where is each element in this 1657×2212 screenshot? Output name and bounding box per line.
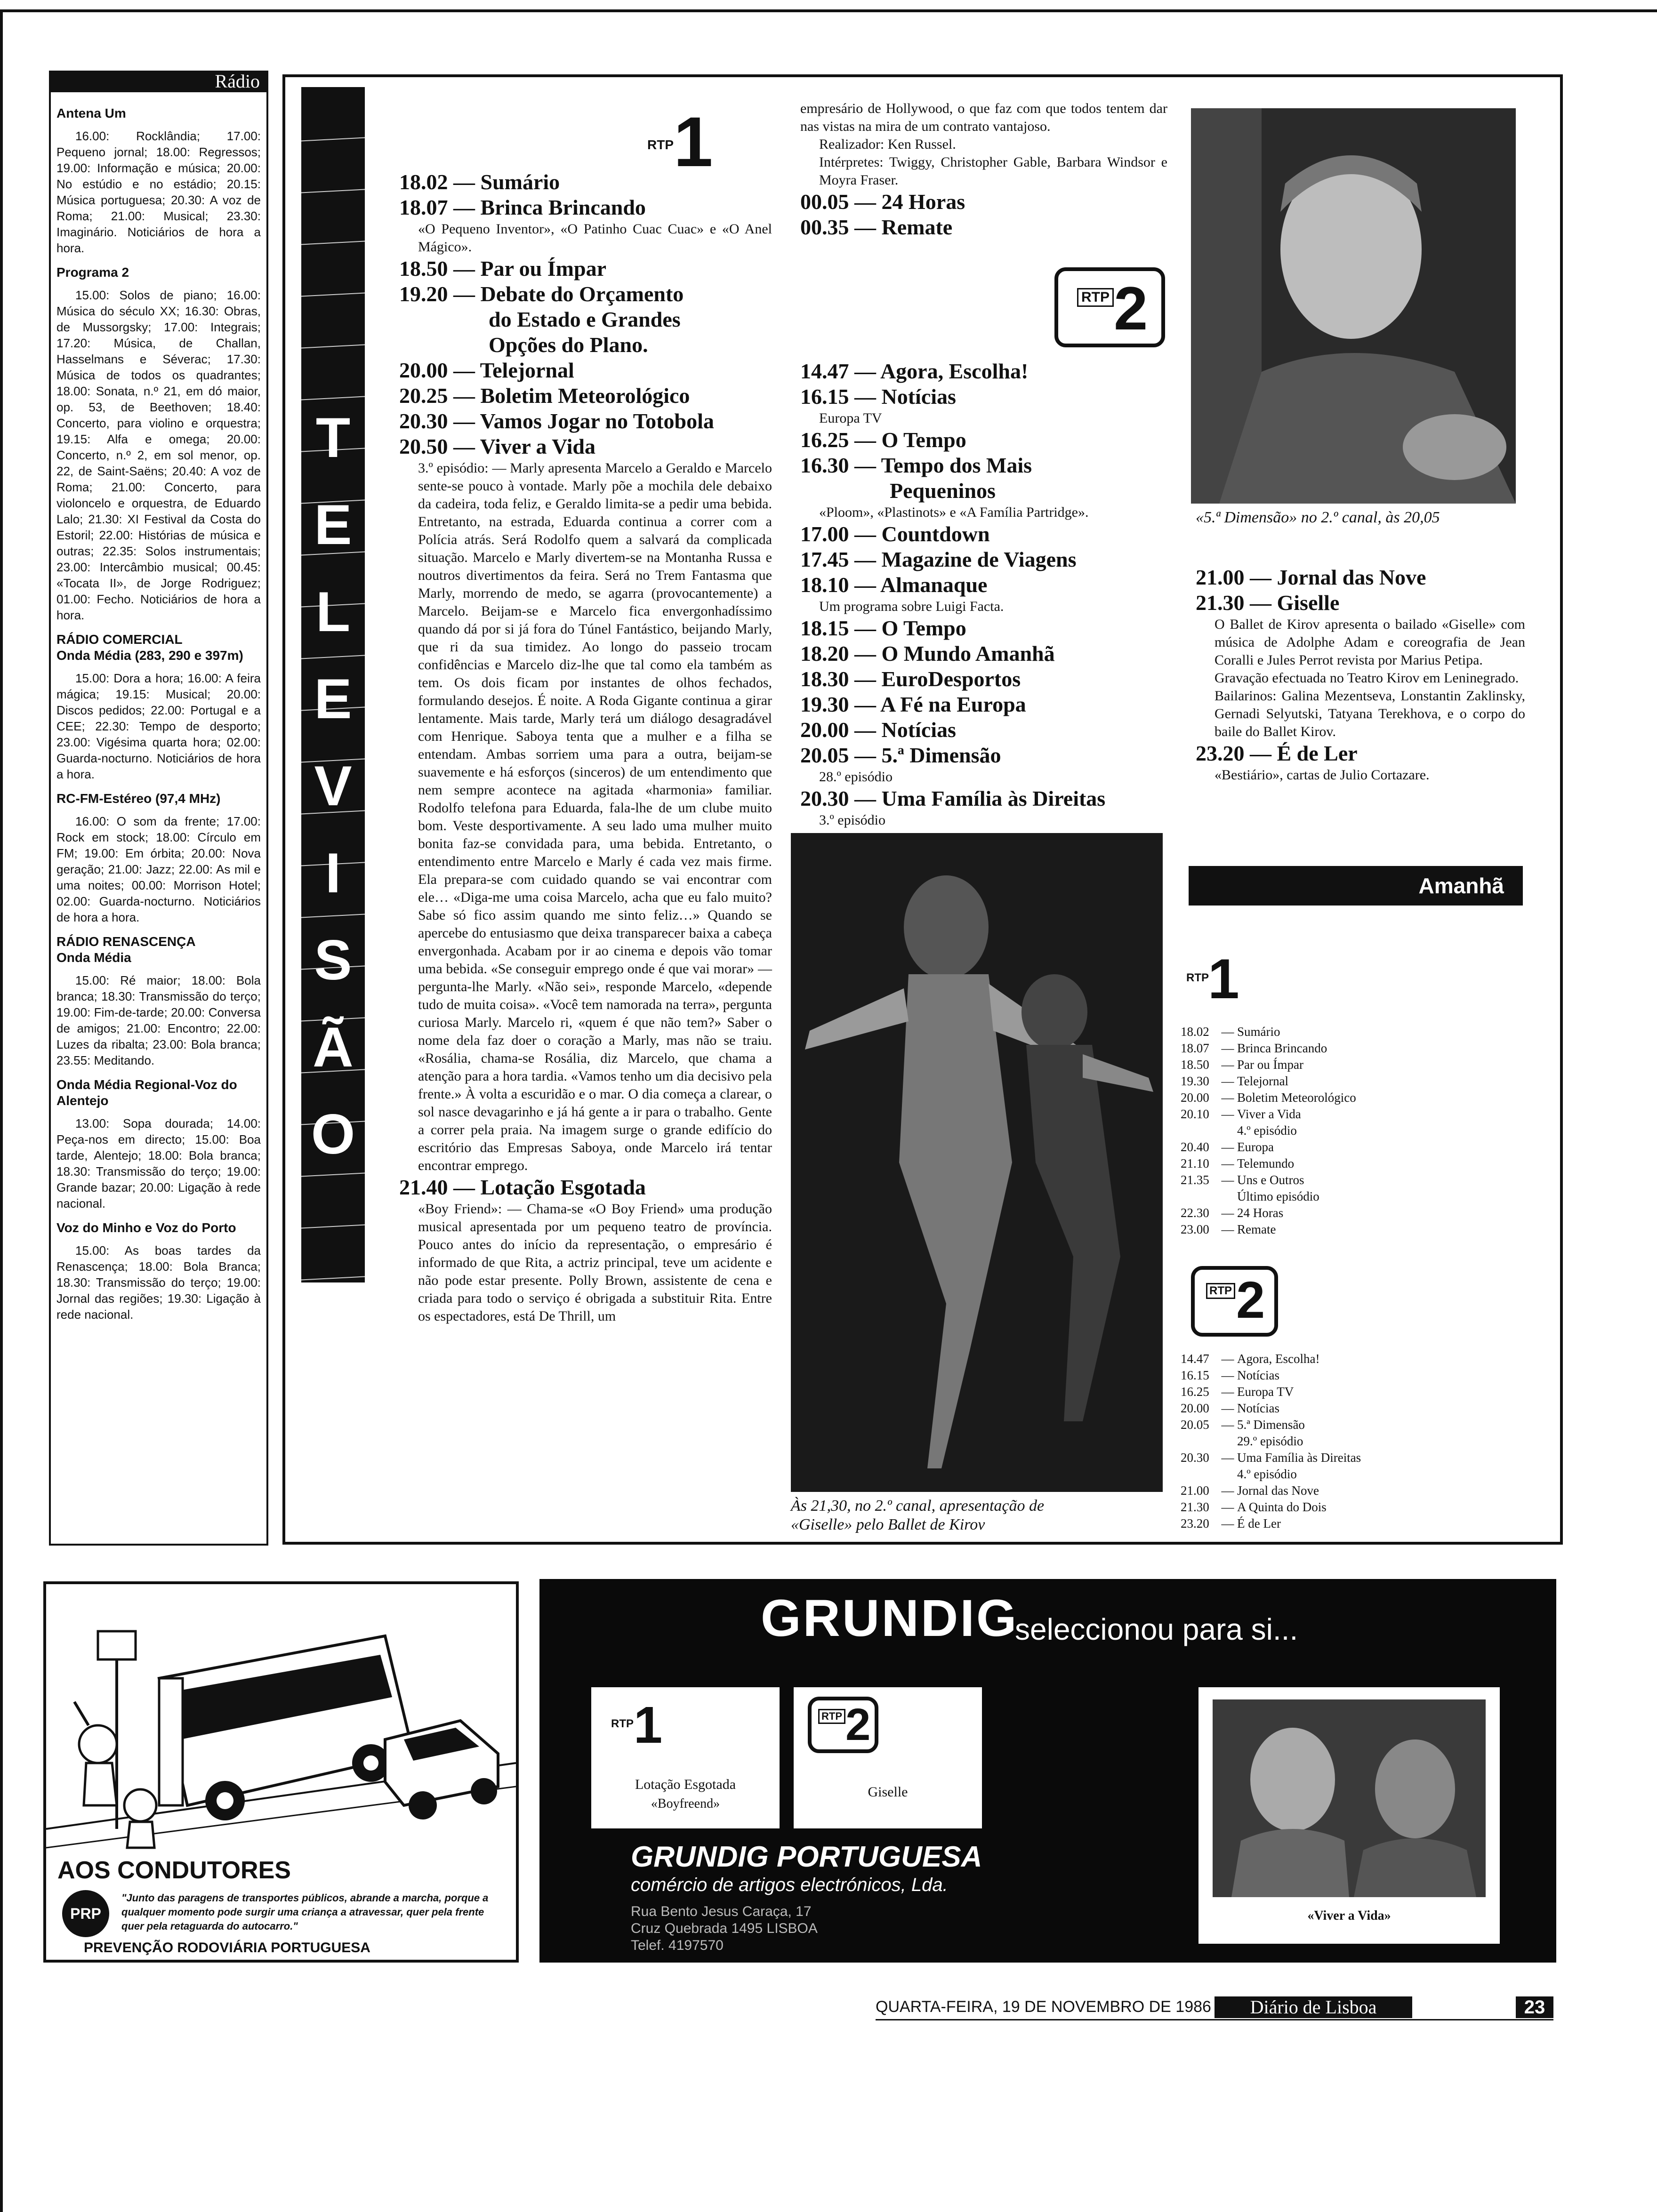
radio-station-schedule: 15.00: As boas tardes da Renascença; 18.00: Bola Branca; 18.30: Transmissão do terço; 19.00: Jornal das regiões; 19.30: Ligação à rede nacional. [56, 1243, 261, 1322]
list-item-name: É de Ler [1237, 1516, 1281, 1531]
viver-a-vida-photo [1213, 1699, 1486, 1897]
radio-station-name: Programa 2 [56, 265, 129, 280]
program-description: 3.º episódio: — Marly apresenta Marcelo a Geraldo e Marcelo sente-se pouco à vontade. Marly põe a mochila dele debaixo da cadeira, toda feliz, e Geraldo limita-se a pedir uma bebida. Entretanto, na estrada, Eduarda continua a correr com a Polícia atrás. Será Rodolfo quem a salvará da complicada situação. Marcelo e Marly divertem-se na Montanha Russa e noutros divertimentos da feira. Será no Trem Fantasma que Marly, morrendo de medo, se agarra (provocantemente) a Marcelo. Beijam-se e Marcelo fica envergonhadíssimo quando dá por si já fora do Túnel Fantástico, beijando Marly, que ri da sua timidez. Ao longo do passeio trocam confidências e Marcelo diz-lhe que tal como ela também as tem. Os dois ficam por instantes de olhos fechados, formulando desejos. É noite. A Roda Gigante continua a girar lentamente. Mais tarde, Marly terá um diálogo desagradável com Henrique. Saboya tenta que a mulher e a filha se entendam. Ambas sorriem uma para a outra, beijam-se suavemente e há esforços (sinceros) de um entendimento que nem sempre acontece na agitada «harmonia» familiar. Rodolfo telefona para Eduarda, fala-lhe de um clube muito bom. Veste desportivamente. A seu lado uma mulher muito bonita faz-se convidada para, uma bebida. Entretanto, o entendimento entre Marcelo e Marly é cada vez mais firme. Ela prepara-se com cuidado quando se vai encontrar com ele… «Diga-me uma coisa Marcelo, acha que eu falo muito? Sabe só fico assim quando me sinto feliz…» Quando se apercebe do entusiasmo que deixa transparecer baixa a cabeça envergonhada. Acabam por ir ao cinema e depois vão tomar uma bebida. «Se conseguir emprego onde é que vai morar» — pergunta-lhe Marly. «Não sei», responde Marcelo, «depende tudo de muita coisa». «Você tem namorada na terra», pergunta curiosa Marly. Marcelo ri, «quem é que não tem?» Saber o nome dela faz doer o coração a Marly, mas não se traiu. «Rosália, chama-se Rosália, diz Marcelo, que chama a atenção para a hora tardia. «Vamos tenho um dia decisivo pela frente.» À volta a escuridão e o mar. O dia começa a clarear, o sol nasce devagarinho e já há gente a ir para o trabalho. Gente a correr pela praia. Na imagem surge o grande edifício do escritório das Empresas Saboya, onde Marcelo irá tentar encontrar emprego. [418, 460, 772, 1173]
list-item-dash: — [1221, 1352, 1234, 1366]
list-item-name: Europa [1237, 1140, 1274, 1154]
list-item-time: 18.02 [1181, 1025, 1209, 1039]
list-item-name: Telemundo [1237, 1156, 1295, 1170]
radio-station-name: Voz do Minho e Voz do Porto [56, 1220, 236, 1235]
list-item-name: Telejornal [1237, 1074, 1289, 1088]
program-title: 19.30 — A Fé na Europa [800, 692, 1026, 716]
list-item-name: Remate [1237, 1222, 1276, 1236]
band-stripe [301, 396, 365, 400]
list-item [1181, 1172, 1510, 1205]
tv-vertical-title [301, 406, 365, 1166]
list-item-time: 22.30 [1181, 1206, 1209, 1220]
program-description: «O Pequeno Inventor», «O Patinho Cuac Cuac» e «O Anel Mágico». [418, 221, 772, 255]
radio-station-schedule: 16.00: Rocklândia; 17.00: Pequeno jornal; 18.00: Regressos; 19.00: Informação e música; 20.00: No estúdio e no estádio; 20.15: Música portuguesa; 20.30: A voz de Roma; 21.00: Musical; 23.30: Imaginário. Noticiários de hora a hora. [56, 129, 261, 255]
program-title: 21.00 — Jornal das Nove [1196, 565, 1426, 589]
list-item [1181, 1057, 1510, 1073]
radio-station-schedule: 15.00: Solos de piano; 16.00: Música do século XX; 16.30: Obras, de Mussorgsky; 17.00: Integrais; 17.20: Música, de Challan, Hasselmans e Séverac; 17.30: Música de todos os quadrantes; 18.00: Sonata, n.º 21, em dó maior, op. 53, de Beethoven; 18.40: Concerto, para violino e orquestra; 19.15: Alfa e omega; 20.00: Concerto, n.º 2, em sol menor, op. 22, de Saint-Saëns; 20.40: A voz de Roma; 21.00: Concerto, para violoncelo e orquestra, de Eduardo Lalo; 21.30: XI Festival da Costa do Estoril; 22.00: Histórias de música e outras; 22.35: Solos instrumentais; 23.00: Intercâmbio musical; 00.45: «Tocata II», de Jorge Rodriguez; 01.00: Fecho. Noticiários de hora a hora. [56, 288, 261, 622]
tv-title-letter: I [325, 842, 341, 905]
list-item [1181, 1351, 1510, 1367]
program-title: 20.05 — 5.ª Dimensão [800, 743, 1001, 767]
road-ad-footer: PREVENÇÃO RODOVIÁRIA PORTUGUESA [84, 1940, 370, 1956]
lotacao-director: Realizador: Ken Russel. [819, 136, 956, 152]
amanha-header [1189, 866, 1523, 906]
list-item-name: Par ou Ímpar [1237, 1058, 1303, 1072]
grundig-phone: Telef. 4197570 [631, 1938, 724, 1953]
band-stripe [301, 240, 365, 245]
radio-station-name: Antena Um [56, 106, 126, 120]
list-item-name: Notícias [1237, 1368, 1279, 1382]
list-item-time: 18.50 [1181, 1058, 1209, 1072]
list-item-time: 23.20 [1181, 1516, 1209, 1531]
rtp1-logo-text: RTP [647, 137, 674, 152]
list-item [1181, 1384, 1510, 1400]
program-title: 18.07 — Brinca Brincando [399, 195, 646, 219]
footer-paper-name [1215, 1996, 1412, 2018]
radio-station-name: Onda Média Regional-Voz do Alentejo [56, 1077, 237, 1108]
tv-title-letter: Ã [313, 1016, 354, 1079]
program-description: Europa TV [819, 410, 882, 426]
radio-station-schedule: 15.00: Dora a hora; 16.00: A feira mágica; 19.15: Musical; 20.00: Discos pedidos; 22.00: Portugal e a CEE; 22.30: Tempo de desporto; 23.00: Vigésima quarta hora; 02.00: Guarda-nocturno. Noticiários de hora a hora. [56, 671, 261, 781]
radio-column [49, 71, 268, 1546]
grundig-photo-caption: «Viver a Vida» [1307, 1908, 1391, 1923]
grundig-company-sub: comércio de artigos electrónicos, Lda. [631, 1875, 948, 1895]
program-title: 20.30 — Vamos Jogar no Totobola [399, 409, 714, 433]
list-item [1181, 1106, 1510, 1139]
tv-title-letter: S [314, 929, 352, 992]
top-rule [0, 9, 1657, 12]
grundig-brand: GRUNDIG [761, 1589, 1019, 1647]
list-item-name: Uns e Outros Último episódio [1237, 1173, 1319, 1203]
tv-title-letter: O [311, 1103, 355, 1166]
program-description: Bailarinos: Galina Mezentseva, Lonstantin Zaklinsky, Gernadi Selyutski, Tatyana Terekhova, e o corpo do baile do Ballet Kirov. [1215, 688, 1525, 739]
band-stripe [301, 1276, 365, 1280]
list-item-dash: — [1221, 1418, 1234, 1432]
amanha-rtp1-logo-text: RTP [1186, 971, 1209, 984]
giselle-ballet-photo [791, 833, 1163, 1492]
list-item [1181, 1024, 1510, 1040]
program-description: Um programa sobre Luigi Facta. [819, 599, 1004, 614]
list-item-time: 21.00 [1181, 1483, 1209, 1498]
list-item-time: 20.00 [1181, 1401, 1209, 1415]
radio-station-schedule: 15.00: Ré maior; 18.00: Bola branca; 18.30: Transmissão do terço; 19.00: Fim-de-tarde; 20.00: Conversa de amigos; 21.00: Encontro; 22.00: Luzes da ribalta; 23.00: Bola branca; 23.55: Meditando. [56, 973, 261, 1067]
list-item-name: 24 Horas [1237, 1206, 1284, 1220]
list-item [1181, 1499, 1510, 1515]
tv-title-letter: L [315, 580, 351, 643]
list-item [1181, 1205, 1510, 1221]
list-item [1181, 1221, 1510, 1238]
program-title: 18.20 — O Mundo Amanhã [800, 641, 1055, 665]
list-item-dash: — [1221, 1156, 1234, 1170]
list-item-dash: — [1221, 1222, 1234, 1236]
grundig-box1-text2: «Boyfreend» [651, 1796, 720, 1811]
list-item-dash: — [1221, 1368, 1234, 1382]
program-description: «Bestiário», cartas de Julio Cortazare. [1215, 767, 1430, 783]
list-item [1181, 1417, 1510, 1450]
tv-title-letter: E [314, 493, 352, 556]
program-title: 20.30 — Uma Família às Direitas [800, 786, 1106, 810]
grundig-box-rtp1 [591, 1687, 780, 1828]
rtp2-logo-text: RTP [1077, 288, 1114, 307]
list-item-dash: — [1221, 1451, 1234, 1465]
lotacao-continued-text: empresário de Hollywood, o que faz com que todos tentem dar nas vistas na mira de um contrato vantajoso. [800, 101, 1167, 134]
footer-paper-text: Diário de Lisboa [1250, 1996, 1377, 2018]
dimensao-photo-caption: «5.ª Dimensão» no 2.º canal, às 20,05 [1196, 509, 1440, 526]
list-item-name: Brinca Brincando [1237, 1041, 1327, 1055]
grundig-address2: Cruz Quebrada 1495 LISBOA [631, 1921, 818, 1936]
list-item-dash: — [1221, 1025, 1234, 1039]
list-item-time: 20.05 [1181, 1418, 1209, 1432]
band-stripe [301, 189, 365, 193]
list-item-dash: — [1221, 1500, 1234, 1514]
grundig-box2-text: Giselle [868, 1784, 908, 1800]
amanha-title: Amanhã [1418, 874, 1504, 898]
list-item-name: Notícias [1237, 1401, 1279, 1415]
program-title: 18.30 — EuroDesportos [800, 667, 1021, 691]
list-item-dash: — [1221, 1058, 1234, 1072]
program-title: 20.50 — Viver a Vida [399, 434, 596, 458]
list-item-time: 16.25 [1181, 1385, 1209, 1399]
list-item-name: Sumário [1237, 1025, 1280, 1039]
bus-stop-illustration [46, 1584, 516, 1852]
program-description: O Ballet de Kirov apresenta o bailado «Giselle» com música de Adolphe Adam e coreografia de Jean Coralli e Jules Perrot revista por Marius Petipa. [1215, 617, 1525, 668]
rtp1-logo-number: 1 [674, 102, 713, 181]
footer-date: QUARTA-FEIRA, 19 DE NOVEMBRO DE 1986 [876, 1998, 1211, 2016]
list-item-time: 23.00 [1181, 1222, 1209, 1236]
list-item [1181, 1450, 1510, 1483]
rtp1-schedule [399, 169, 772, 1325]
rtp1-logo [647, 102, 718, 181]
list-item-dash: — [1221, 1401, 1234, 1415]
program-title: 16.30 — Tempo dos Mais [800, 453, 1032, 477]
list-item-name: Viver a Vida 4.º episódio [1237, 1107, 1301, 1138]
program-title-cont: Opções do Plano. [489, 333, 648, 357]
program-title: 18.10 — Almanaque [800, 573, 988, 597]
amanha-rtp1-logo-number: 1 [1208, 947, 1239, 1010]
amanha-rtp1-list [1181, 1024, 1510, 1238]
program-title-cont: Pequeninos [890, 479, 996, 503]
list-item-time: 16.15 [1181, 1368, 1209, 1382]
list-item-name: Uma Família às Direitas 4.º episódio [1237, 1451, 1361, 1481]
list-item-time: 20.10 [1181, 1107, 1209, 1121]
grundig-rtp2-logo-number: 2 [845, 1699, 871, 1750]
prp-logo-text: PRP [70, 1905, 101, 1922]
list-item-dash: — [1221, 1516, 1234, 1531]
grundig-tv-frame [1199, 1687, 1500, 1944]
program-title: 14.47 — Agora, Escolha! [800, 359, 1029, 383]
radio-station-schedule: 13.00: Sopa dourada; 14.00: Peça-nos em directo; 15.00: Boa tarde, Alentejo; 18.00: Bola branca; 18.30: Transmissão do terço; 19.00: Grande bazar; 20.00: Ligação à rede nacional. [56, 1116, 261, 1210]
program-description: 3.º episódio [819, 812, 885, 828]
list-item-time: 21.35 [1181, 1173, 1209, 1187]
grundig-company: GRUNDIG PORTUGUESA [631, 1841, 982, 1873]
list-item-time: 18.07 [1181, 1041, 1209, 1055]
tv-title-letter: V [314, 754, 352, 817]
program-title: 17.00 — Countdown [800, 522, 990, 546]
list-item [1181, 1040, 1510, 1057]
prp-logo [62, 1890, 109, 1937]
list-item [1181, 1400, 1510, 1417]
program-title: 23.20 — É de Ler [1196, 741, 1358, 765]
list-item-dash: — [1221, 1483, 1234, 1498]
program-title: 21.30 — Giselle [1196, 591, 1340, 615]
footer-rule [876, 2019, 1553, 2020]
program-description: «Ploom», «Plastinots» e «A Família Partridge». [819, 505, 1089, 520]
program-remate: 00.35 — Remate [800, 215, 953, 239]
radio-station-name: RC-FM-Estéreo (97,4 MHz) [56, 791, 221, 806]
amanha-rtp2-logo-number: 2 [1236, 1271, 1265, 1329]
giselle-photo-caption: Às 21,30, no 2.º canal, apresentação de «Giselle» pelo Ballet de Kirov [791, 1497, 1045, 1533]
list-item [1181, 1090, 1510, 1106]
rtp2-schedule [800, 359, 1167, 829]
list-item-name: Boletim Meteorológico [1237, 1090, 1356, 1105]
radio-station-schedule: 16.00: O som da frente; 17.00: Rock em stock; 18.00: Círculo em FM; 19.00: Em órbita; 20.00: Nova geração; 21.00: Jazz; 22.00: As mil e uma noites; 00.00: Morrison Hotel; 02.00: Guarda-nocturno. Noticiários de hora a hora. [56, 814, 261, 924]
grundig-address1: Rua Bento Jesus Caraça, 17 [631, 1904, 812, 1919]
band-stripe [301, 1224, 365, 1228]
list-item-dash: — [1221, 1173, 1234, 1187]
list-item-dash: — [1221, 1041, 1234, 1055]
grundig-box1-text1: Lotação Esgotada [635, 1777, 736, 1792]
portrait-illustration [1191, 108, 1516, 504]
program-title: 21.40 — Lotação Esgotada [399, 1175, 646, 1199]
dimensao-photo [1191, 108, 1516, 504]
list-item-name: Agora, Escolha! [1237, 1352, 1320, 1366]
grundig-rtp2-logo [808, 1697, 878, 1753]
band-stripe [301, 292, 365, 297]
program-description: 28.º episódio [819, 769, 893, 785]
list-item [1181, 1155, 1510, 1172]
road-ad-title: AOS CONDUTORES [57, 1857, 291, 1884]
band-stripe [301, 344, 365, 348]
list-item [1181, 1367, 1510, 1384]
list-item-time: 21.10 [1181, 1156, 1209, 1170]
list-item-name: Jornal das Nove [1237, 1483, 1319, 1498]
list-item-time: 20.00 [1181, 1090, 1209, 1105]
list-item-time: 21.30 [1181, 1500, 1209, 1514]
list-item [1181, 1483, 1510, 1499]
list-item-time: 20.40 [1181, 1140, 1209, 1154]
program-title: 18.02 — Sumário [399, 170, 560, 194]
program-title: 18.15 — O Tempo [800, 616, 966, 640]
program-description: «Boy Friend»: — Chama-se «O Boy Friend» uma produção musical apresentada por um pequeno teatro de província. Pouco antes do início da representação, o empresário é informado de que Rita, a actriz principal, teve um acidente e não pode estar presente. Polly Brown, assistente de cena e criada para todo o serviço é obrigada a substituir Rita. Entre os espectadores, está De Thrill, um [418, 1201, 772, 1324]
list-item [1181, 1139, 1510, 1155]
radio-station-name: RÁDIO RENASCENÇA Onda Média [56, 934, 196, 965]
footer-page-text: 23 [1524, 1997, 1545, 2018]
list-item-dash: — [1221, 1074, 1234, 1088]
list-item [1181, 1515, 1510, 1532]
program-title: 16.15 — Notícias [800, 385, 956, 409]
grundig-slogan: seleccionou para si... [1015, 1612, 1298, 1646]
list-item-time: 20.30 [1181, 1451, 1209, 1465]
left-rule [0, 9, 3, 2212]
program-title: 16.25 — O Tempo [800, 428, 966, 452]
program-title-cont: do Estado e Grandes [489, 307, 681, 331]
lotacao-cast: Intérpretes: Twiggy, Christopher Gable, Barbara Windsor e Moyra Fraser. [819, 154, 1167, 188]
band-stripe [301, 1172, 365, 1177]
list-item [1181, 1073, 1510, 1090]
list-item-name: A Quinta do Dois [1237, 1500, 1327, 1514]
viver-a-vida-illustration [1213, 1699, 1486, 1897]
program-title: 20.25 — Boletim Meteorológico [399, 384, 690, 408]
footer-page-number [1516, 1996, 1553, 2018]
rtp2-logo-number: 2 [1114, 274, 1148, 343]
program-title: 20.00 — Telejornal [399, 358, 574, 382]
list-item-name: Europa TV [1237, 1385, 1294, 1399]
list-item-dash: — [1221, 1107, 1234, 1121]
tv-title-letter: E [314, 667, 352, 730]
grundig-box-rtp2 [794, 1687, 982, 1828]
radio-header: Rádio [51, 71, 266, 92]
road-safety-ad [43, 1581, 519, 1963]
program-title: 18.50 — Par ou Ímpar [399, 256, 606, 281]
grundig-ad [539, 1579, 1556, 1963]
list-item-dash: — [1221, 1140, 1234, 1154]
amanha-rtp2-list [1181, 1351, 1510, 1532]
road-ad-text: "Junto das paragens de transportes públicos, abrande a marcha, porque a qualquer momento pode surgir uma criança a atravessar, quer pela frente quer pela retaguarda do autocarro." [121, 1892, 489, 1932]
grundig-rtp1-logo-number: 1 [634, 1696, 663, 1754]
list-item-dash: — [1221, 1090, 1234, 1105]
list-item-time: 14.47 [1181, 1352, 1209, 1366]
rtp2-schedule-evening [1196, 565, 1525, 784]
list-item-dash: — [1221, 1385, 1234, 1399]
band-stripe [301, 137, 365, 141]
radio-station-name: RÁDIO COMERCIAL Onda Média (283, 290 e 397m) [56, 632, 243, 663]
radio-listings [51, 92, 266, 1330]
program-title: 20.00 — Notícias [800, 718, 956, 742]
program-title: 19.20 — Debate do Orçamento [399, 282, 684, 306]
grundig-rtp1-logo-text: RTP [611, 1717, 634, 1730]
amanha-rtp1-logo [1186, 947, 1252, 1012]
grundig-rtp2-logo-text: RTP [818, 1709, 845, 1724]
rtp2-logo [1054, 267, 1165, 347]
list-item-time: 19.30 [1181, 1074, 1209, 1088]
program-description: Gravação efectuada no Teatro Kirov em Leninegrado. [1215, 670, 1519, 686]
program-title: 17.45 — Magazine de Viagens [800, 547, 1077, 571]
rtp1-schedule-continued [800, 100, 1167, 240]
program-24-horas: 00.05 — 24 Horas [800, 190, 965, 214]
ballet-dancers-illustration [791, 833, 1163, 1492]
tv-title-letter: T [315, 406, 351, 469]
list-item-dash: — [1221, 1206, 1234, 1220]
list-item-name: 5.ª Dimensão 29.º episódio [1237, 1418, 1305, 1448]
amanha-rtp2-logo [1191, 1266, 1278, 1337]
amanha-rtp2-logo-text: RTP [1206, 1283, 1235, 1299]
